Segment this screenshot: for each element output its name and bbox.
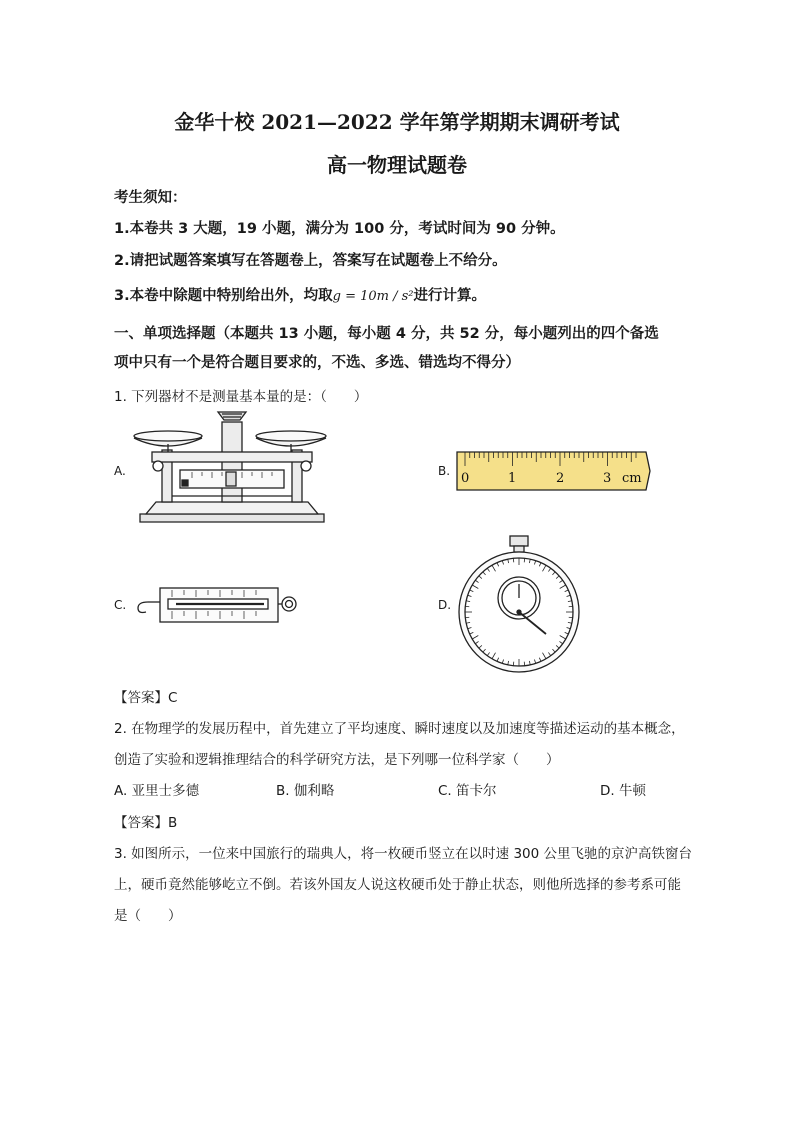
q1-stem: 1. 下列器材不是测量基本量的是：（ ） [114, 389, 368, 405]
ruler-image [456, 451, 652, 491]
spring-scale-image [132, 584, 302, 626]
q1-option-b-label: B. [438, 464, 451, 478]
notice-item-3 [114, 284, 486, 305]
q2-answer-value: B [168, 815, 178, 831]
q2-option-d: D. 牛顿 [600, 783, 646, 799]
q3-line-1: 3. 如图所示，一位来中国旅行的瑞典人，将一枚硬币竖立在以时速 300 公里飞驰的京沪高铁窗台 [114, 846, 693, 862]
notice-item-2: 2.请把试题答案填写在答题卷上，答案写在试题卷上不给分。 [114, 253, 507, 269]
ruler-label-0: 0 [461, 471, 470, 486]
q2-answer-tag: 【答案】 [114, 815, 168, 831]
ruler-label-3: 3 [603, 471, 612, 486]
q1-option-d-label: D. [438, 598, 452, 612]
q3-line-3: 是（ ） [114, 908, 182, 924]
notice-item-3-prefix: 3.本卷中除题中特别给出外，均取 [114, 288, 333, 304]
q3-line-2: 上，硬币竟然能够屹立不倒。若该外国友人说这枚硬币处于静止状态，则他所选择的参考系可能 [114, 877, 681, 893]
notice-item-1: 1.本卷共 3 大题，19 小题，满分为 100 分，考试时间为 90 分钟。 [114, 221, 565, 237]
notice-heading: 考生须知： [114, 190, 187, 206]
exam-subtitle: 高一物理试题卷 [327, 153, 467, 177]
stopwatch-image [456, 534, 582, 674]
balance-scale-image [132, 410, 332, 526]
q1-option-a-label: A. [114, 464, 126, 478]
q1-answer-value: C [168, 690, 178, 706]
ruler-label-1: 1 [508, 471, 517, 486]
q1-option-c-label: C. [114, 598, 127, 612]
q2-option-a: A. 亚里士多德 [114, 783, 200, 799]
section-1-line-1: 一、单项选择题（本题共 13 小题，每小题 4 分，共 52 分，每小题列出的四个备选 [114, 326, 659, 342]
gravity-formula: g = 10m / s² [332, 289, 414, 304]
q1-answer [114, 686, 177, 706]
q2-line-2: 创造了实验和逻辑推理结合的科学研究方法，是下列哪一位科学家（ ） [114, 752, 560, 768]
q2-option-b: B. 伽利略 [276, 783, 335, 799]
q2-option-c: C. 笛卡尔 [438, 783, 497, 799]
ruler-label-2: 2 [556, 471, 565, 486]
q2-line-1: 2. 在物理学的发展历程中，首先建立了平均速度、瞬时速度以及加速度等描述运动的基本概念， [114, 721, 685, 737]
q2-answer [114, 811, 177, 831]
exam-title: 金华十校 2021—2022 学年第学期期末调研考试 [174, 110, 620, 134]
ruler-unit: cm [622, 471, 642, 486]
section-1-line-2: 项中只有一个是符合题目要求的，不选、多选、错选均不得分） [114, 355, 520, 371]
notice-item-3-suffix: 进行计算。 [413, 288, 486, 304]
q1-answer-tag: 【答案】 [114, 690, 168, 706]
